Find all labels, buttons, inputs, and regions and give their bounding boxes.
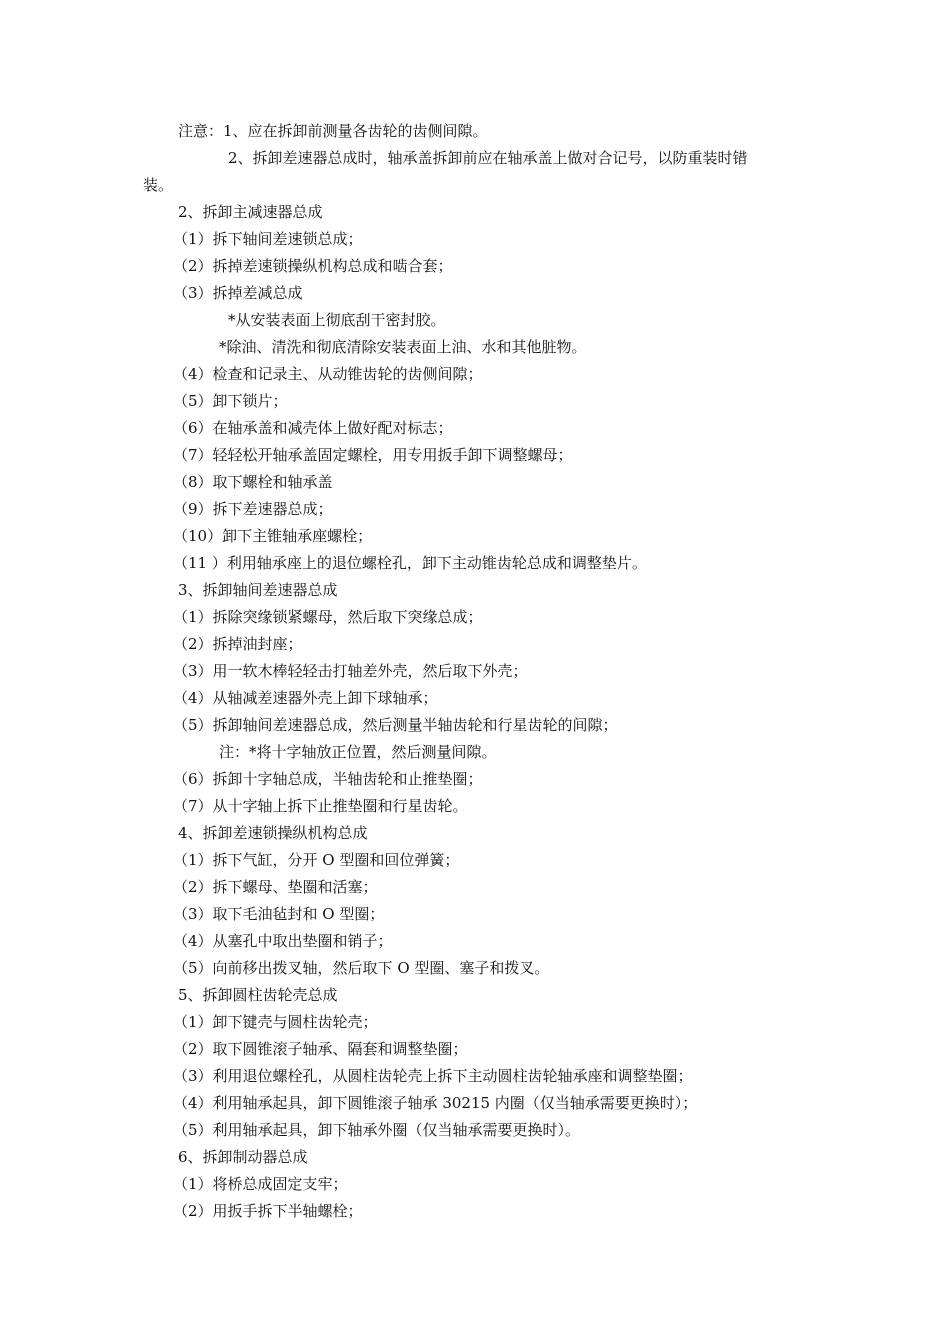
list-item: （5）拆卸轴间差速器总成，然后测量半轴齿轮和行星齿轮的间隙； xyxy=(173,716,618,734)
note-line-2: 2、拆卸差速器总成时，轴承盖拆卸前应在轴承盖上做对合记号，以防重装时错 xyxy=(228,149,748,167)
list-item: （7）从十字轴上拆下止推垫圈和行星齿轮。 xyxy=(173,797,468,815)
sub-note: *从安装表面上彻底刮干密封胶。 xyxy=(228,311,446,329)
list-item: （2）拆下螺母、垫圈和活塞； xyxy=(173,878,378,896)
list-item: （2）用扳手拆下半轴螺栓； xyxy=(173,1202,363,1220)
sub-note: 注：*将十字轴放正位置，然后测量间隙。 xyxy=(219,743,497,761)
list-item: （10）卸下主锥轴承座螺栓； xyxy=(173,527,373,545)
sub-note: *除油、清洗和彻底清除安装表面上油、水和其他脏物。 xyxy=(219,338,587,356)
list-item: （1）拆除突缘锁紧螺母，然后取下突缘总成； xyxy=(173,608,483,626)
list-item: （1）拆下轴间差速锁总成； xyxy=(173,230,363,248)
list-item: （3）拆掉差减总成 xyxy=(173,284,303,302)
section-heading-5: 5、拆卸圆柱齿轮壳总成 xyxy=(178,986,338,1004)
list-item: （6）在轴承盖和减壳体上做好配对标志； xyxy=(173,419,453,437)
list-item: （6）拆卸十字轴总成，半轴齿轮和止推垫圈； xyxy=(173,770,483,788)
list-item: （2）拆掉油封座； xyxy=(173,635,303,653)
section-heading-4: 4、拆卸差速锁操纵机构总成 xyxy=(178,824,368,842)
list-item: （5）卸下锁片； xyxy=(173,392,288,410)
list-item: （1）将桥总成固定支牢； xyxy=(173,1175,348,1193)
section-heading-2: 2、拆卸主减速器总成 xyxy=(178,203,323,221)
list-item: （5）利用轴承起具，卸下轴承外圈（仅当轴承需要更换时）。 xyxy=(173,1121,581,1139)
section-heading-6: 6、拆卸制动器总成 xyxy=(178,1148,308,1166)
list-item: （1）拆下气缸，分开 O 型圈和回位弹簧； xyxy=(173,851,460,869)
list-item: （9）拆下差速器总成； xyxy=(173,500,333,518)
list-item: （11 ）利用轴承座上的退位螺栓孔，卸下主动锥齿轮总成和调整垫片。 xyxy=(173,554,647,572)
note-line-2-continued: 装。 xyxy=(143,176,174,194)
list-item: （4）检查和记录主、从动锥齿轮的齿侧间隙； xyxy=(173,365,483,383)
list-item: （2）拆掉差速锁操纵机构总成和啮合套； xyxy=(173,257,453,275)
list-item: （3）取下毛油毡封和 O 型圈； xyxy=(173,905,385,923)
list-item: （4）从塞孔中取出垫圈和销子； xyxy=(173,932,393,950)
list-item: （8）取下螺栓和轴承盖 xyxy=(173,473,333,491)
list-item: （4）利用轴承起具，卸下圆锥滚子轴承 30215 内圈（仅当轴承需要更换时）； xyxy=(173,1094,698,1112)
list-item: （5）向前移出拨叉轴，然后取下 O 型圈、塞子和拨叉。 xyxy=(173,959,550,977)
list-item: （2）取下圆锥滚子轴承、隔套和调整垫圈； xyxy=(173,1040,468,1058)
list-item: （4）从轴减差速器外壳上卸下球轴承； xyxy=(173,689,438,707)
note-line-1: 注意：1、应在拆卸前测量各齿轮的齿侧间隙。 xyxy=(178,122,488,140)
list-item: （3）用一软木棒轻轻击打轴差外壳，然后取下外壳； xyxy=(173,662,528,680)
list-item: （1）卸下键壳与圆柱齿轮壳； xyxy=(173,1013,378,1031)
list-item: （7）轻轻松开轴承盖固定螺栓，用专用扳手卸下调整螺母； xyxy=(173,446,573,464)
section-heading-3: 3、拆卸轴间差速器总成 xyxy=(178,581,338,599)
list-item: （3）利用退位螺栓孔，从圆柱齿轮壳上拆下主动圆柱齿轮轴承座和调整垫圈； xyxy=(173,1067,693,1085)
